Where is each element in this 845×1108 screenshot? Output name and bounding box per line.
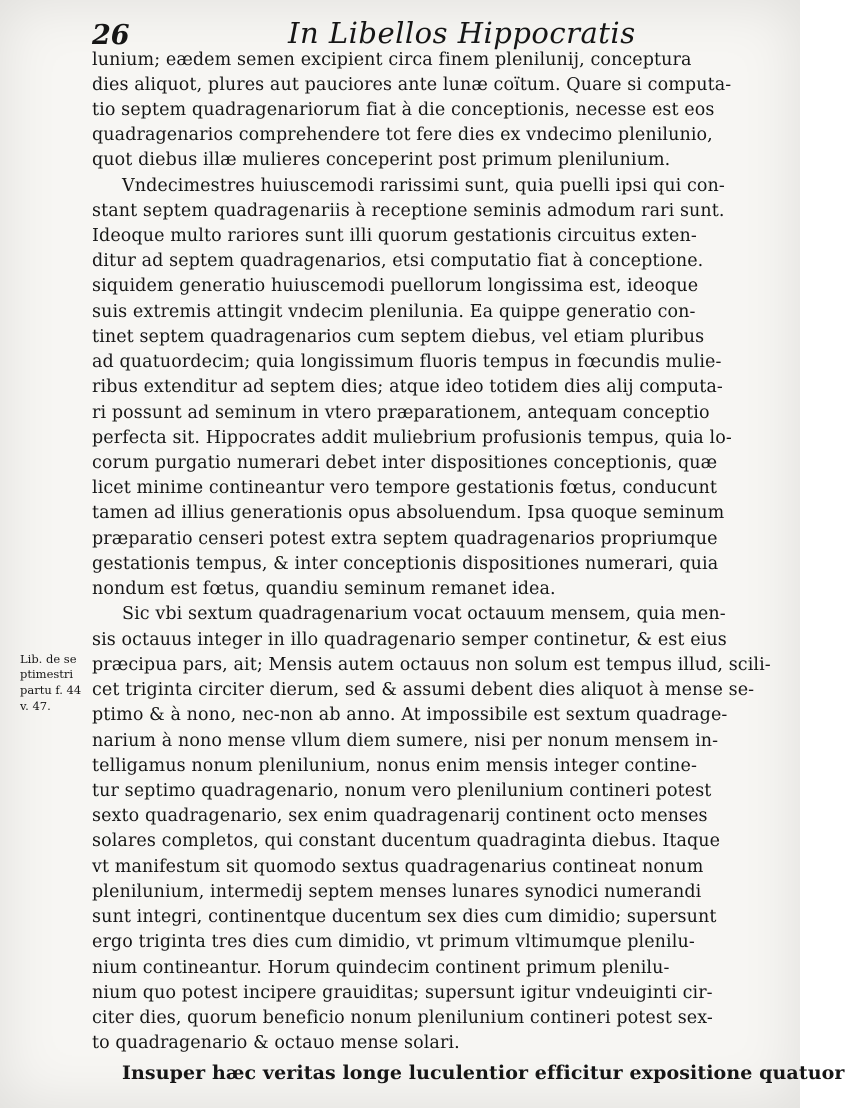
body-line: sis octauus integer in illo quadragenario semper continetur, & est eius [92,630,727,650]
margin-note-line: partu f. 44 [20,683,82,697]
body-line: Vndecimestres huiuscemodi rarissimi sunt, quia puelli ipsi qui con- [122,176,725,196]
body-line: ri possunt ad seminum in vtero præparationem, antequam conceptio [92,403,710,423]
margin-note-line: v. 47. [20,699,51,713]
body-line: sexto quadragenario, sex enim quadragenarij continent octo menses [92,806,708,826]
body-line: nium contineantur. Horum quindecim continent primum plenilu- [92,958,670,978]
body-line: præparatio censeri potest extra septem quadragenarios propriumque [92,529,718,549]
margin-note-line: Lib. de se [20,652,77,666]
margin-note-line: ptimestri [20,667,74,681]
body-line: stant septem quadragenariis à receptione seminis admodum rari sunt. [92,201,725,221]
body-line: Ideoque multo rariores sunt illi quorum gestationis circuitus exten- [92,226,697,246]
body-line: præcipua pars, ait; Mensis autem octauus non solum est tempus illud, scili- [92,655,771,675]
body-line: tur septimo quadragenario, nonum vero plenilunium contineri potest [92,781,712,801]
body-line: lunium; eædem semen excipient circa finem plenilunij, conceptura [92,50,692,70]
body-line: gestationis tempus, & inter conceptionis dispositiones numerari, quia [92,554,719,574]
body-line: ptimo & à nono, nec-non ab anno. At impossibile est sextum quadrage- [92,705,728,725]
body-line: suis extremis attingit vndecim plenilunia. Ea quippe generatio con- [92,302,696,322]
body-line: Sic vbi sextum quadragenarium vocat octauum mensem, quia men- [122,604,726,624]
body-line: citer dies, quorum beneficio nonum plenilunium contineri potest sex- [92,1008,713,1028]
body-line: nondum est fœtus, quandiu seminum remanet idea. [92,579,556,599]
body-line: Insuper hæc veritas longe luculentior efficitur expositione quatuor [122,1062,845,1084]
body-line: to quadragenario & octauo mense solari. [92,1033,460,1053]
body-line: ribus extenditur ad septem dies; atque ideo totidem dies alij computa- [92,377,723,397]
body-line: tio septem quadragenariorum fiat à die conceptionis, necesse est eos [92,100,715,120]
body-line: licet minime contineantur vero tempore gestationis fœtus, conducunt [92,478,717,498]
body-line: perfecta sit. Hippocrates addit muliebrium profusionis tempus, quia lo- [92,428,732,448]
running-title: In Libellos Hippocratis [288,16,636,50]
body-line: dies aliquot, plures aut pauciores ante lunæ coïtum. Quare si computa- [92,75,732,95]
body-line: ditur ad septem quadragenarios, etsi computatio fiat à conceptione. [92,251,704,271]
body-line: ad quatuordecim; quia longissimum fluoris tempus in fœcundis mulie- [92,352,722,372]
body-line: telligamus nonum plenilunium, nonus enim mensis integer contine- [92,756,698,776]
body-line: solares completos, qui constant ducentum quadraginta diebus. Itaque [92,831,721,851]
body-line: ergo triginta tres dies cum dimidio, vt primum vltimumque plenilu- [92,932,695,952]
body-line: tamen ad illius generationis opus absoluendum. Ipsa quoque seminum [92,503,725,523]
body-line: siquidem generatio huiuscemodi puellorum longissima est, ideoque [92,276,699,296]
body-line: cet triginta circiter dierum, sed & assumi debent dies aliquot à mense se- [92,680,755,700]
body-line: tinet septem quadragenarios cum septem diebus, vel etiam pluribus [92,327,705,347]
body-line: vt manifestum sit quomodo sextus quadragenarius contineat nonum [92,857,704,877]
body-line: plenilunium, intermedij septem menses lunares synodici numerandi [92,882,702,902]
body-line: corum purgatio numerari debet inter dispositiones conceptionis, quæ [92,453,718,473]
page-number: 26 [92,20,130,51]
body-line: narium à nono mense vllum diem sumere, nisi per nonum mensem in- [92,731,719,751]
body-line: nium quo potest incipere grauiditas; supersunt igitur vndeuiginti cir- [92,983,713,1003]
body-line: sunt integri, continentque ducentum sex dies cum dimidio; supersunt [92,907,717,927]
body-line: quot diebus illæ mulieres conceperint post primum plenilunium. [92,150,671,170]
body-line: quadragenarios comprehendere tot fere dies ex vndecimo plenilunio, [92,125,713,145]
